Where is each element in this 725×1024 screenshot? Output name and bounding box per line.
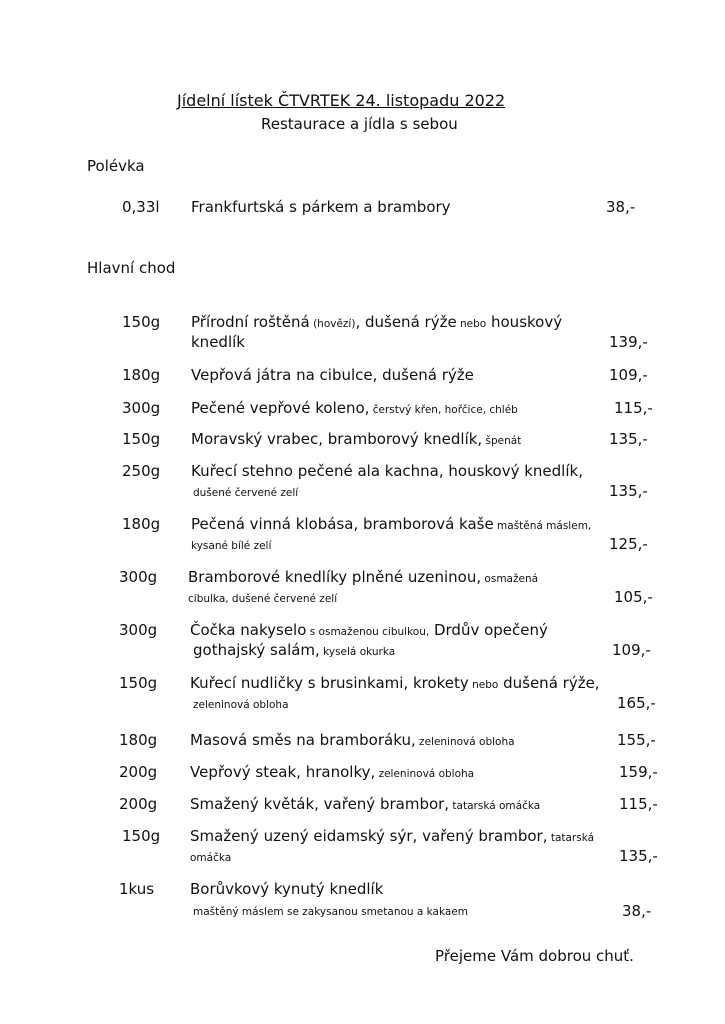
menu-item-qty: 150g bbox=[122, 430, 161, 448]
menu-item-price: 165,- bbox=[617, 694, 656, 712]
menu-item-price: 159,- bbox=[619, 763, 658, 781]
menu-item-name: Moravský vrabec, bramborový knedlík, špenát bbox=[191, 430, 522, 448]
menu-item-price: 155,- bbox=[617, 731, 656, 749]
section-heading-soup: Polévka bbox=[87, 157, 145, 175]
menu-item-price: 115,- bbox=[614, 399, 653, 417]
menu-item-price: 109,- bbox=[612, 641, 651, 659]
menu-item-name: Smažený uzený eidamský sýr, vařený brambor, tatarská bbox=[190, 827, 595, 845]
menu-item-name: Kuřecí stehno pečené ala kachna, houskový knedlík, bbox=[191, 462, 583, 480]
menu-item-name: Pečené vepřové koleno, čerstvý křen, hořčice, chléb bbox=[191, 399, 518, 417]
menu-item-name-cont: maštěný máslem se zakysanou smetanou a kakaem bbox=[193, 906, 469, 918]
menu-item-qty: 200g bbox=[119, 763, 158, 781]
menu-item-price: 139,- bbox=[609, 333, 648, 351]
menu-item-qty: 250g bbox=[122, 462, 161, 480]
menu-item-name: Přírodní roštěná (hovězí), dušená rýže nebo houskový bbox=[191, 313, 563, 331]
menu-item-name-cont: knedlík bbox=[191, 333, 245, 351]
menu-item-qty: 300g bbox=[122, 399, 161, 417]
menu-item-qty: 150g bbox=[122, 313, 161, 331]
soup-price: 38,- bbox=[606, 198, 636, 216]
menu-item-price: 115,- bbox=[619, 795, 658, 813]
menu-item-name: Čočka nakyselo s osmaženou cibulkou, Drdův opečený bbox=[190, 621, 548, 639]
page-title: Jídelní lístek ČTVRTEK 24. listopadu 2022 bbox=[177, 91, 506, 110]
menu-item-qty: 300g bbox=[119, 568, 158, 586]
menu-item-name-cont: gothajský salám, kyselá okurka bbox=[193, 641, 396, 659]
page-subtitle: Restaurace a jídla s sebou bbox=[261, 115, 458, 133]
footer-wish: Přejeme Vám dobrou chuť. bbox=[435, 947, 634, 965]
menu-item-name: Pečená vinná klobása, bramborová kaše maštěná máslem, bbox=[191, 515, 592, 533]
menu-item-name: Vepřová játra na cibulce, dušená rýže bbox=[191, 366, 474, 384]
menu-item-name-cont: omáčka bbox=[190, 852, 232, 864]
menu-item-name: Smažený květák, vařený brambor, tatarská omáčka bbox=[190, 795, 541, 813]
menu-item-name: Borůvkový kynutý knedlík bbox=[190, 880, 384, 898]
menu-item-name-cont: zeleninová obloha bbox=[193, 699, 289, 711]
menu-item-price: 38,- bbox=[622, 902, 652, 920]
menu-item-qty: 180g bbox=[122, 366, 161, 384]
menu-item-qty: 150g bbox=[122, 827, 161, 845]
menu-item-qty: 180g bbox=[122, 515, 161, 533]
soup-qty: 0,33l bbox=[122, 198, 160, 216]
menu-item-name-cont: dušené červené zelí bbox=[193, 487, 299, 499]
menu-item-name: Bramborové knedlíky plněné uzeninou, osmažená bbox=[188, 568, 539, 586]
menu-item-price: 105,- bbox=[614, 588, 653, 606]
menu-item-price: 135,- bbox=[609, 482, 648, 500]
menu-item-price: 125,- bbox=[609, 535, 648, 553]
section-heading-main: Hlavní chod bbox=[87, 259, 176, 277]
menu-item-qty: 150g bbox=[119, 674, 158, 692]
menu-item-price: 109,- bbox=[609, 366, 648, 384]
menu-item-name: Masová směs na bramboráku, zeleninová obloha bbox=[190, 731, 515, 749]
menu-item-name: Kuřecí nudličky s brusinkami, krokety nebo dušená rýže, bbox=[190, 674, 600, 692]
menu-item-qty: 180g bbox=[119, 731, 158, 749]
menu-item-qty: 200g bbox=[119, 795, 158, 813]
menu-item-price: 135,- bbox=[619, 847, 658, 865]
menu-item-name-cont: cibulka, dušené červené zelí bbox=[188, 593, 338, 605]
menu-item-qty: 1kus bbox=[119, 880, 155, 898]
menu-item-price: 135,- bbox=[609, 430, 648, 448]
soup-name: Frankfurtská s párkem a brambory bbox=[191, 198, 451, 216]
menu-item-qty: 300g bbox=[119, 621, 158, 639]
menu-item-name: Vepřový steak, hranolky, zeleninová obloha bbox=[190, 763, 475, 781]
menu-item-name-cont: kysané bílé zelí bbox=[191, 540, 272, 552]
